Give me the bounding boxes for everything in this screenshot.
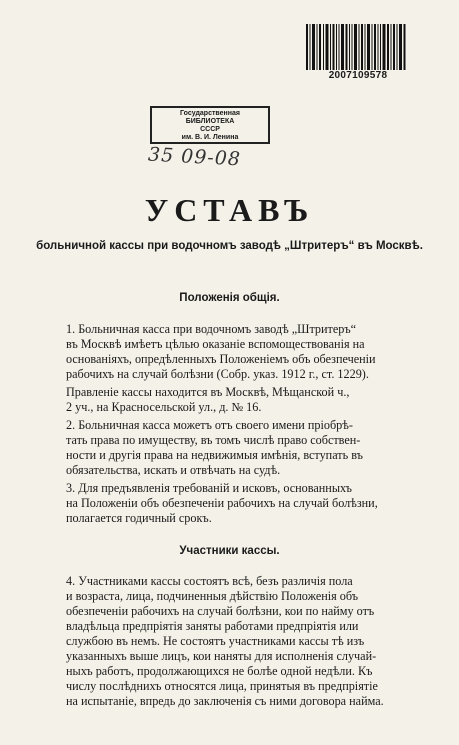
text-line: владѣльца предпріятія заняты работами предпріятія или [66,619,359,633]
paragraph [48,385,418,415]
section-heading-general: Положенія общія. [179,292,280,304]
section-general-text [48,322,418,529]
text-line: службою въ немъ. Не состоятъ участниками кассы тѣ изъ [66,634,365,648]
text-line: на Положеніи объ обезпеченіи рабочихъ на случай болѣзни, [66,496,378,510]
text-line: рабочихъ на случай болѣзни (Собр. указ. 1912 г., ст. 1229). [66,367,369,381]
stamp-line: Государственная [180,110,240,117]
text-line: обезпеченіи рабочихъ на случай болѣзни, кои по найму отъ [66,604,375,618]
text-line: полагается годичный срокъ. [66,511,212,525]
section-participants-text [48,574,418,712]
text-line: числу послѣднихъ относятся лица, принятыя въ предпріятіе [66,679,378,693]
text-line: ности и другія права на недвижимыя имѣнія, вступать въ [66,448,363,462]
text-line: Правленіе кассы находится въ Москвѣ, Мѣщанской ч., [66,385,350,399]
handwritten-number: 35 09-08 [147,143,242,171]
paragraph [48,322,418,382]
stamp-line: БИБЛИОТЕКА [185,118,235,125]
stamp-line: им. В. И. Ленина [181,134,239,141]
text-line: на испытаніе, впредь до заключенія съ ними договора найма. [66,694,384,708]
paragraph [48,418,418,478]
paragraph [48,481,418,526]
section-heading-participants: Участники кассы. [179,545,280,557]
barcode-number: 2007109578 [328,70,388,81]
text-line: 1. Больничная касса при водочномъ заводѣ „Штритеръ“ [66,322,357,336]
text-line: въ Москвѣ имѣетъ цѣлью оказаніе вспомоществованія на [66,337,365,351]
stamp-line: СССР [200,126,220,133]
text-line: обязательства, искать и отвѣчать на судѣ. [66,463,281,477]
library-stamp [150,106,270,144]
text-line: 4. Участниками кассы состоятъ всѣ, безъ различія пола [66,574,353,588]
text-line: ныхъ работъ, продолжающихся не болѣе одной недѣли. Къ [66,664,373,678]
text-line: тать права по имуществу, въ томъ числѣ право собствен- [66,433,361,447]
text-line: указанныхъ выше лицъ, кои наняты для исполненія случай- [66,649,377,663]
text-line: 2 уч., на Красносельской ул., д. № 16. [66,400,262,414]
text-line: и возраста, лица, подчиненныя дѣйствію Положенія объ [66,589,359,603]
text-line: основаніяхъ, опредѣленныхъ Положеніемъ объ обезпеченіи [66,352,376,366]
document-title: УСТАВЪ [144,192,315,228]
paragraph [48,574,418,709]
text-line: 2. Больничная касса можетъ отъ своего имени пріобрѣ- [66,418,353,432]
barcode-image [306,24,406,74]
text-line: 3. Для предъявленія требованій и исковъ, основанныхъ [66,481,352,495]
document-subtitle: больничной кассы при водочномъ заводѣ „Штритеръ“ въ Москвѣ. [36,240,423,252]
